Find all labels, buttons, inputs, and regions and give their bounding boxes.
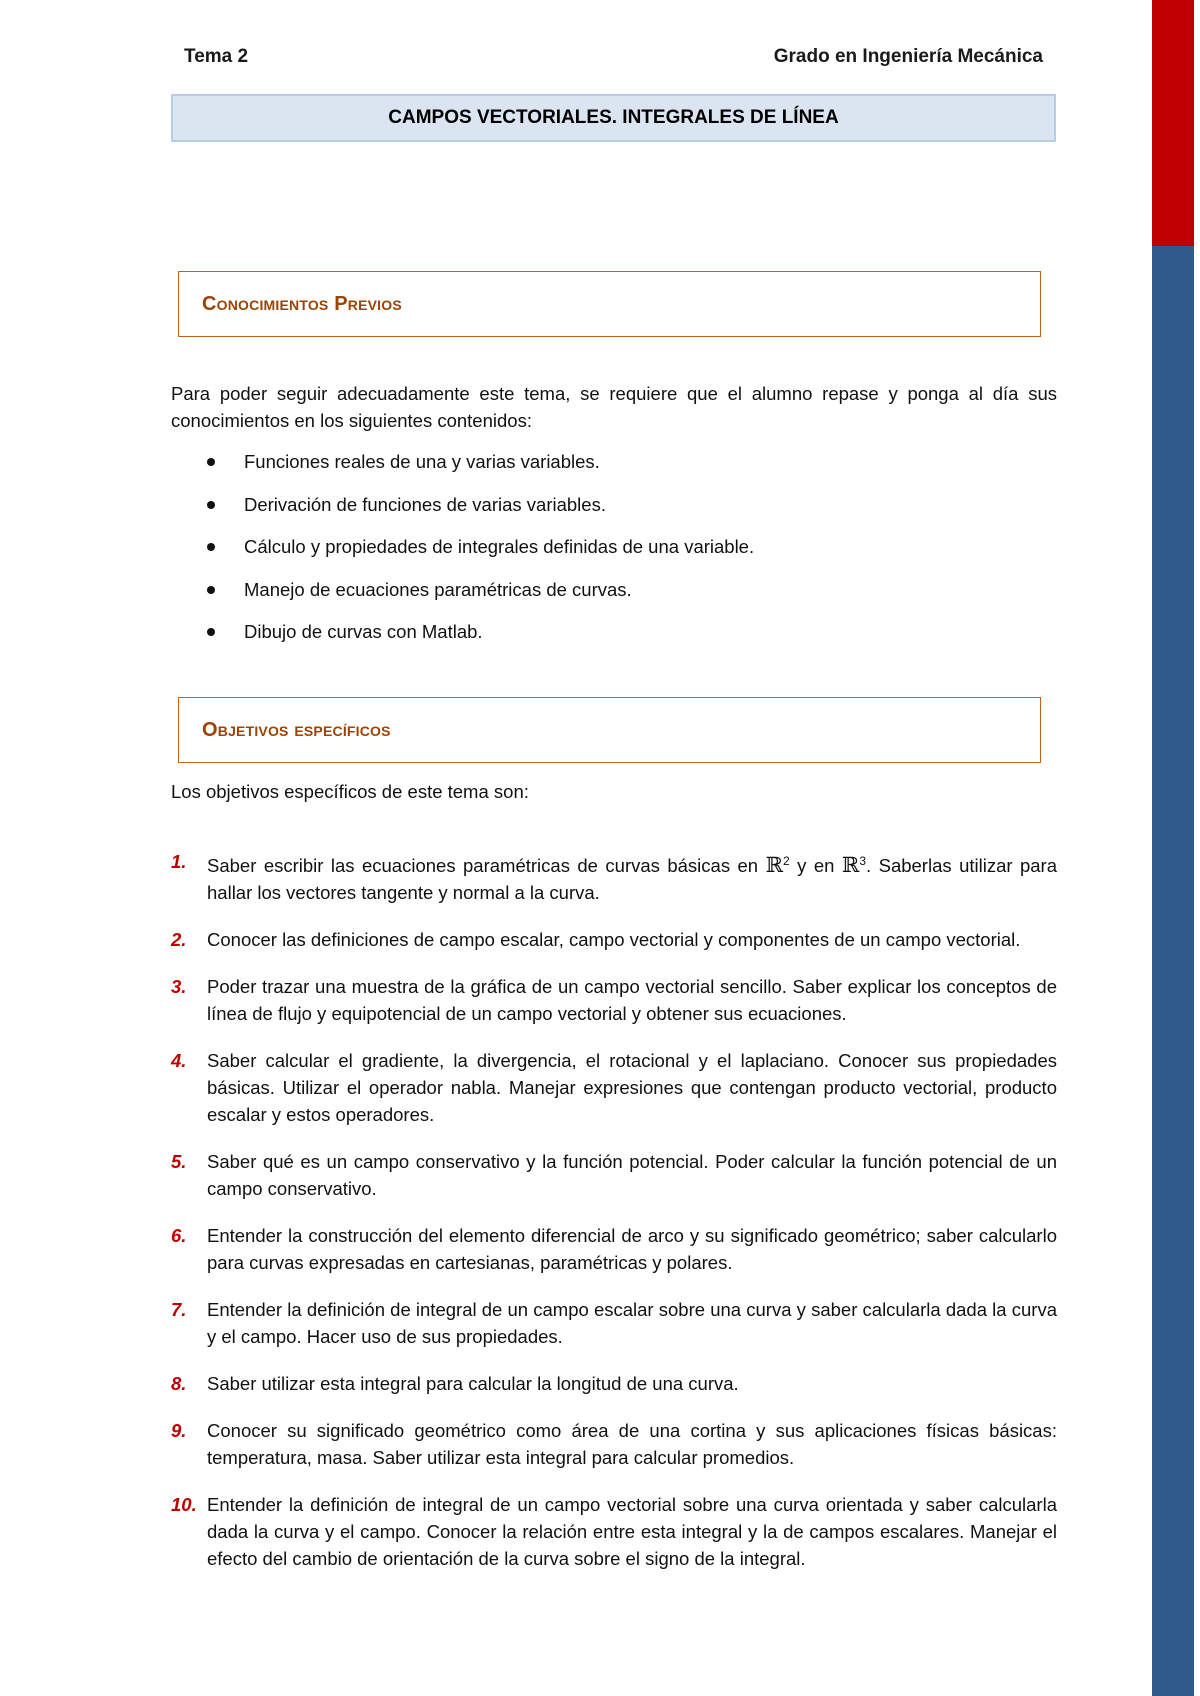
- objective-text: Poder trazar una muestra de la gráfica de un campo vectorial sencillo. Saber explicar los conceptos de línea de flujo y equipotencial de un campo vectorial y obtener sus ecuaciones.: [207, 976, 1057, 1025]
- objective-text: Entender la construcción del elemento diferencial de arco y su significado geométrico; saber calcularlo para curvas expresadas en cartesianas, paramétricas y polares.: [207, 1225, 1057, 1274]
- list-item: [171, 618, 1057, 661]
- document-title-text: CAMPOS VECTORIALES. INTEGRALES DE LÍNEA: [388, 107, 839, 128]
- prerequisites-list: [171, 448, 1057, 661]
- section-previous-knowledge: [178, 271, 1041, 337]
- objective-item: [171, 926, 1057, 953]
- topic-label: Tema 2: [184, 46, 249, 67]
- objective-item: [171, 1296, 1057, 1350]
- objective-item: [171, 1417, 1057, 1471]
- document-title: [171, 94, 1056, 142]
- section-heading: Objetivos específicos: [202, 718, 391, 741]
- objective-text: Entender la definición de integral de un campo escalar sobre una curva y saber calcularla dada la curva y el campo. Hacer uso de sus propiedades.: [207, 1299, 1057, 1348]
- objective-text: Conocer las definiciones de campo escalar, campo vectorial y componentes de un campo vectorial.: [207, 929, 1021, 951]
- bullet-icon: [207, 458, 215, 466]
- objective-number: 4.: [171, 1050, 187, 1072]
- objective-number: 5.: [171, 1151, 187, 1173]
- objective-item: [171, 1222, 1057, 1276]
- list-item: [171, 491, 1057, 534]
- objective-item: [171, 973, 1057, 1027]
- exponent: 3: [859, 854, 867, 868]
- section-objectives: [178, 697, 1041, 763]
- list-item-text: Manejo de ecuaciones paramétricas de curvas.: [244, 578, 632, 600]
- list-item-text: Dibujo de curvas con Matlab.: [244, 621, 483, 642]
- bullet-icon: [207, 586, 215, 594]
- sidebar-accent-red: [1152, 0, 1194, 246]
- objective-number: 10.: [171, 1494, 197, 1516]
- objective-item: [171, 1148, 1057, 1202]
- intro-paragraph: Para poder seguir adecuadamente este tema, se requiere que el alumno repase y ponga al día sus conocimientos en los siguientes contenidos:: [171, 383, 1057, 431]
- objective-text-mid: y en: [789, 855, 842, 877]
- degree-label: Grado en Ingeniería Mecánica: [773, 46, 1043, 67]
- objective-number: 1.: [171, 851, 187, 872]
- list-item: [171, 533, 1057, 576]
- list-item-text: Funciones reales de una y varias variables.: [244, 451, 600, 472]
- objective-text-post: . Saberlas utilizar para hallar los vectores tangente y normal a la curva.: [207, 855, 1057, 904]
- objective-number: 2.: [171, 929, 187, 951]
- objectives-list: [171, 848, 1057, 1592]
- objective-number: 8.: [171, 1373, 187, 1395]
- real-space-symbol: ℝ: [765, 853, 784, 878]
- objective-text: Entender la definición de integral de un campo vectorial sobre una curva orientada y saber calcularla dada la curva y el campo. Conocer la relación entre esta integral y la de campos escalares. Manejar el efecto del cambio de orientación de la curva sobre el signo de la integral.: [207, 1494, 1057, 1570]
- list-item: [171, 448, 1057, 491]
- list-item-text: Derivación de funciones de varias variables.: [244, 493, 606, 515]
- objective-text: Saber utilizar esta integral para calcular la longitud de una curva.: [207, 1373, 739, 1395]
- objective-text-pre: Saber escribir las ecuaciones paramétricas de curvas básicas en: [207, 855, 766, 877]
- list-item: [171, 576, 1057, 619]
- objective-number: 7.: [171, 1299, 187, 1321]
- objective-text: Saber calcular el gradiente, la divergencia, el rotacional y el laplaciano. Conocer sus propiedades básicas. Utilizar el operador nabla. Manejar expresiones que contengan producto vectorial, producto escalar y estos operadores.: [207, 1050, 1057, 1126]
- exponent: 2: [783, 854, 790, 868]
- bullet-icon: [207, 501, 215, 509]
- bullet-icon: [207, 543, 215, 551]
- objective-text: Saber qué es un campo conservativo y la función potencial. Poder calcular la función potencial de un campo conservativo.: [207, 1151, 1057, 1200]
- sidebar-accent-blue: [1152, 246, 1194, 1696]
- objective-number: 6.: [171, 1225, 187, 1247]
- real-space-symbol: ℝ: [841, 853, 860, 878]
- objective-item: [171, 1491, 1057, 1572]
- objective-item: [171, 1047, 1057, 1128]
- bullet-icon: [207, 628, 215, 636]
- list-item-text: Cálculo y propiedades de integrales definidas de una variable.: [244, 536, 755, 557]
- objective-text: Conocer su significado geométrico como área de una cortina y sus aplicaciones físicas básicas: temperatura, masa. Saber utilizar esta integral para calcular promedios.: [207, 1420, 1057, 1469]
- objective-number: 3.: [171, 976, 187, 998]
- objectives-intro: Los objetivos específicos de este tema son:: [171, 781, 529, 802]
- objective-number: 9.: [171, 1420, 187, 1442]
- objective-item: [171, 1370, 1057, 1397]
- objective-item: [171, 848, 1057, 906]
- section-heading: Conocimientos Previos: [202, 292, 402, 315]
